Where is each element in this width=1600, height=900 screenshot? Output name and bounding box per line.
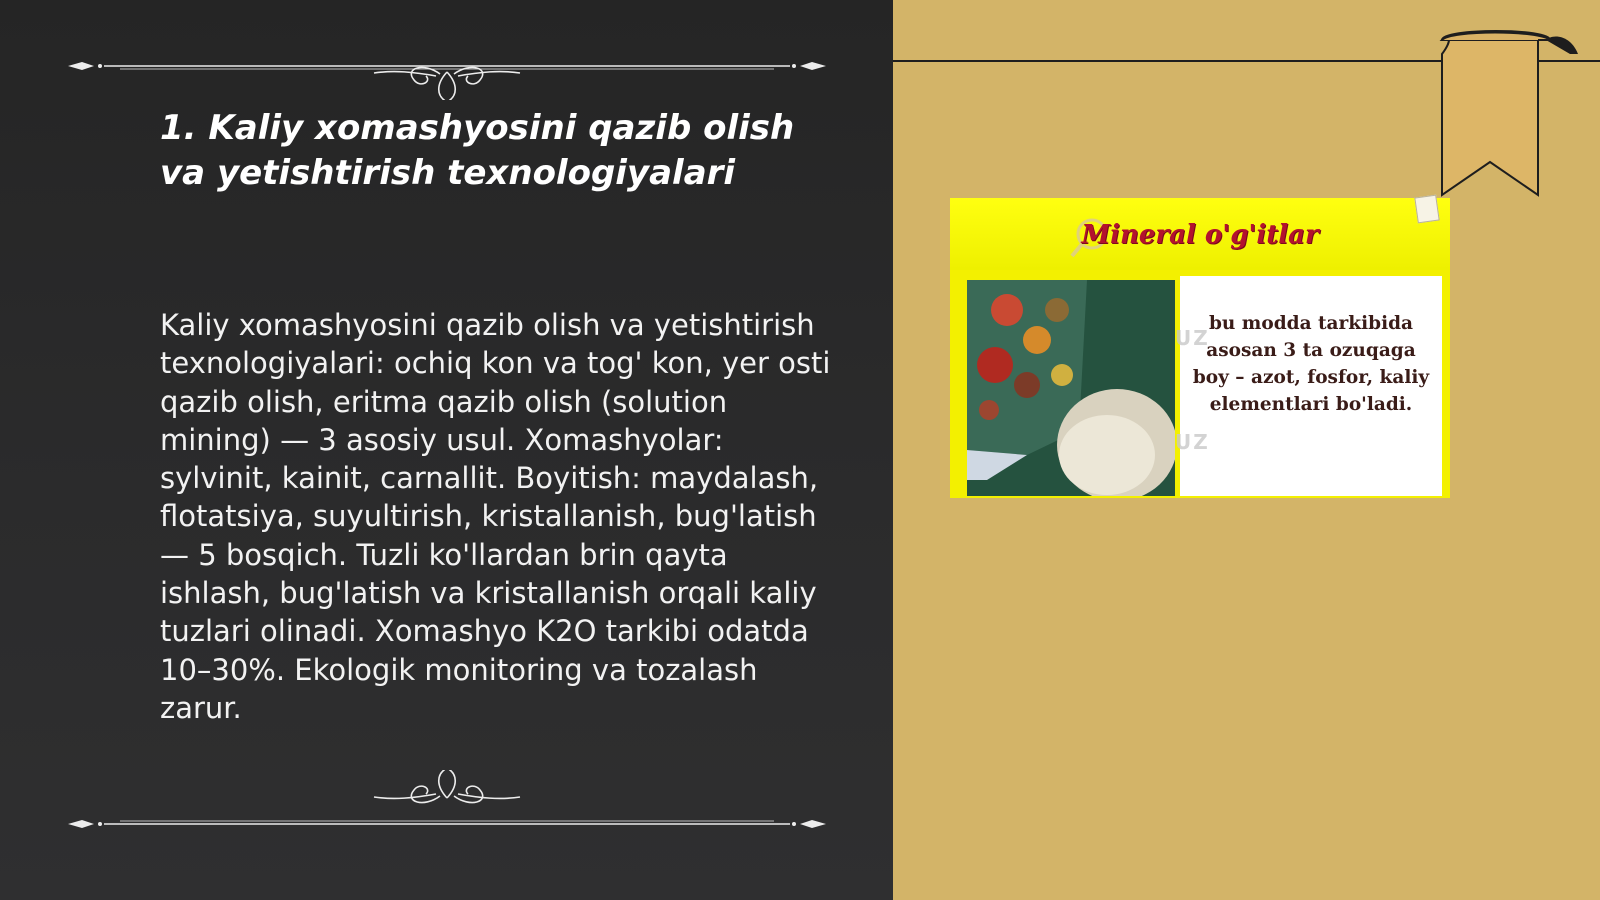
fertilizer-bag-photo	[967, 280, 1175, 496]
card-text-line: elementlari bo'ladi.	[1209, 394, 1413, 415]
bottom-ornament-divider	[64, 770, 830, 830]
top-ornament-divider	[64, 40, 830, 100]
slide-title: 1. Kaliy xomashyosini qazib olish va yetishtirish texnologiyalari	[160, 108, 795, 193]
card-description	[1180, 310, 1442, 418]
watermark-text: UZ	[1175, 430, 1210, 454]
slide-body-text: Kaliy xomashyosini qazib olish va yetishtirish texnologiyalari: ochiq kon va tog' kon, yer osti qazib olish, eritma qazib olish (solution mining) — 3 asosiy usul. Xomashyolar: sylvinit, kainit, carnallit. Boyitish: maydalash, flotatsiya, suyultirish, kristallanish, bug'latish — 5 bosqich. Tuzli ko'llardan brin qayta ishlash, bug'latish va kristallanish orqali kaliy tuzlari olinadi. Xomashyo K2O tarkibi odatda 10–30%. Ekologik monitoring va tozalash zarur.	[160, 308, 831, 725]
watermark-text: UZ	[1175, 326, 1210, 350]
mineral-fertilizer-image-card	[950, 198, 1450, 498]
card-text-line: bu modda tarkibida	[1208, 313, 1414, 334]
card-text-box	[1180, 276, 1442, 496]
bookmark-ribbon-icon	[1420, 30, 1600, 200]
card-text-line: asosan 3 ta ozuqaga	[1206, 340, 1416, 361]
card-title: Mineral o'g'itlar	[1081, 220, 1319, 250]
note-icon	[1414, 195, 1439, 224]
card-text-line: boy – azot, fosfor, kaliy	[1192, 367, 1430, 388]
